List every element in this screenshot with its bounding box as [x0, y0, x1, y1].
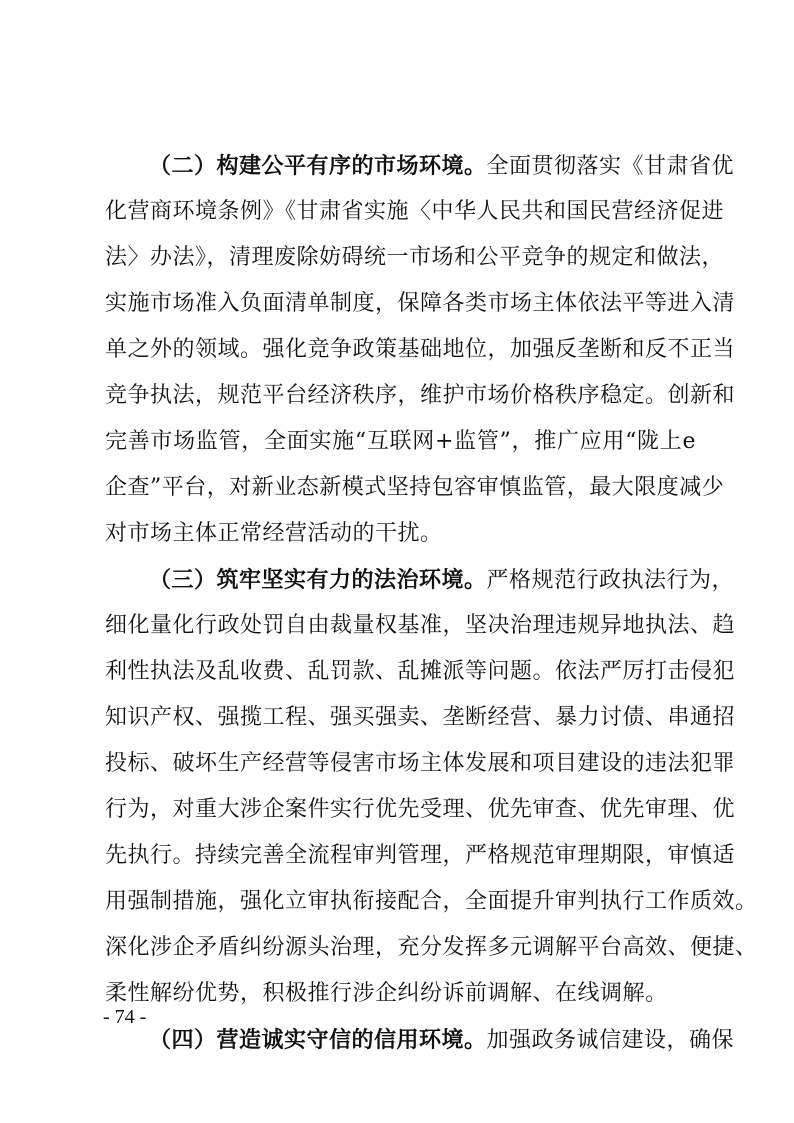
paragraph-line: 法〉办法》，清理废除妨碍统一市场和公平竞争的规定和做法， — [105, 245, 725, 270]
paragraph-line: 深化涉企矛盾纠纷源头治理，充分发挥多元调解平台高效、便捷、 — [105, 935, 758, 960]
body-text — [105, 143, 758, 1063]
paragraph-line: 单之外的领域。强化竞争政策基础地位，加强反垄断和反不正当 — [105, 337, 736, 362]
paragraph-line: 对市场主体正常经营活动的干扰。 — [105, 521, 443, 546]
paragraph-line: 竞争执法，规范平台经济秩序，维护市场价格秩序稳定。创新和 — [105, 383, 736, 408]
paragraph-line — [105, 557, 735, 603]
paragraph-line: 知识产权、强揽工程、强买强卖、垄断经营、暴力讨债、串通招 — [105, 705, 736, 730]
paragraph-line: 先执行。持续完善全流程审判管理，严格规范审理期限，审慎适 — [105, 843, 736, 868]
section-heading: （二）构建公平有序的市场环境。 — [149, 153, 487, 179]
paragraph-line — [105, 1017, 735, 1063]
paragraph-line: 用强制措施，强化立审执衔接配合，全面提升审判执行工作质效。 — [105, 889, 758, 914]
paragraph-line — [105, 143, 735, 189]
paragraph-line: 化营商环境条例》《甘肃省实施〈中华人民共和国民营经济促进 — [105, 199, 725, 224]
text-run: 加强政务诚信建设，确保 — [486, 1028, 735, 1053]
paragraph-line: 实施市场准入负面清单制度，保障各类市场主体依法平等进入清 — [105, 291, 736, 316]
paragraph-line: 利性执法及乱收费、乱罚款、乱摊派等问题。依法严厉打击侵犯 — [105, 659, 736, 684]
paragraph-line: 企查”平台，对新业态新模式坚持包容审慎监管，最大限度减少 — [105, 475, 725, 500]
paragraph-line: 投标、破坏生产经营等侵害市场主体发展和项目建设的违法犯罪 — [105, 751, 736, 776]
section-heading: （四）营造诚实守信的信用环境。 — [149, 1027, 487, 1053]
text-run: 严格规范行政执法行为， — [486, 568, 735, 593]
section-heading: （三）筑牢坚实有力的法治环境。 — [149, 567, 487, 593]
page-number: - 74 - — [103, 1006, 147, 1028]
paragraph-line: 完善市场监管，全面实施“互联网+监管”，推广应用“陇上e — [105, 429, 696, 454]
paragraph-line: 柔性解纷优势，积极推行涉企纠纷诉前调解、在线调解。 — [105, 981, 668, 1006]
text-run: 全面贯彻落实《甘肃省优 — [486, 154, 735, 179]
paragraph-line: 细化量化行政处罚自由裁量权基准，坚决治理违规异地执法、趋 — [105, 613, 736, 638]
paragraph-line: 行为，对重大涉企案件实行优先受理、优先审查、优先审理、优 — [105, 797, 736, 822]
